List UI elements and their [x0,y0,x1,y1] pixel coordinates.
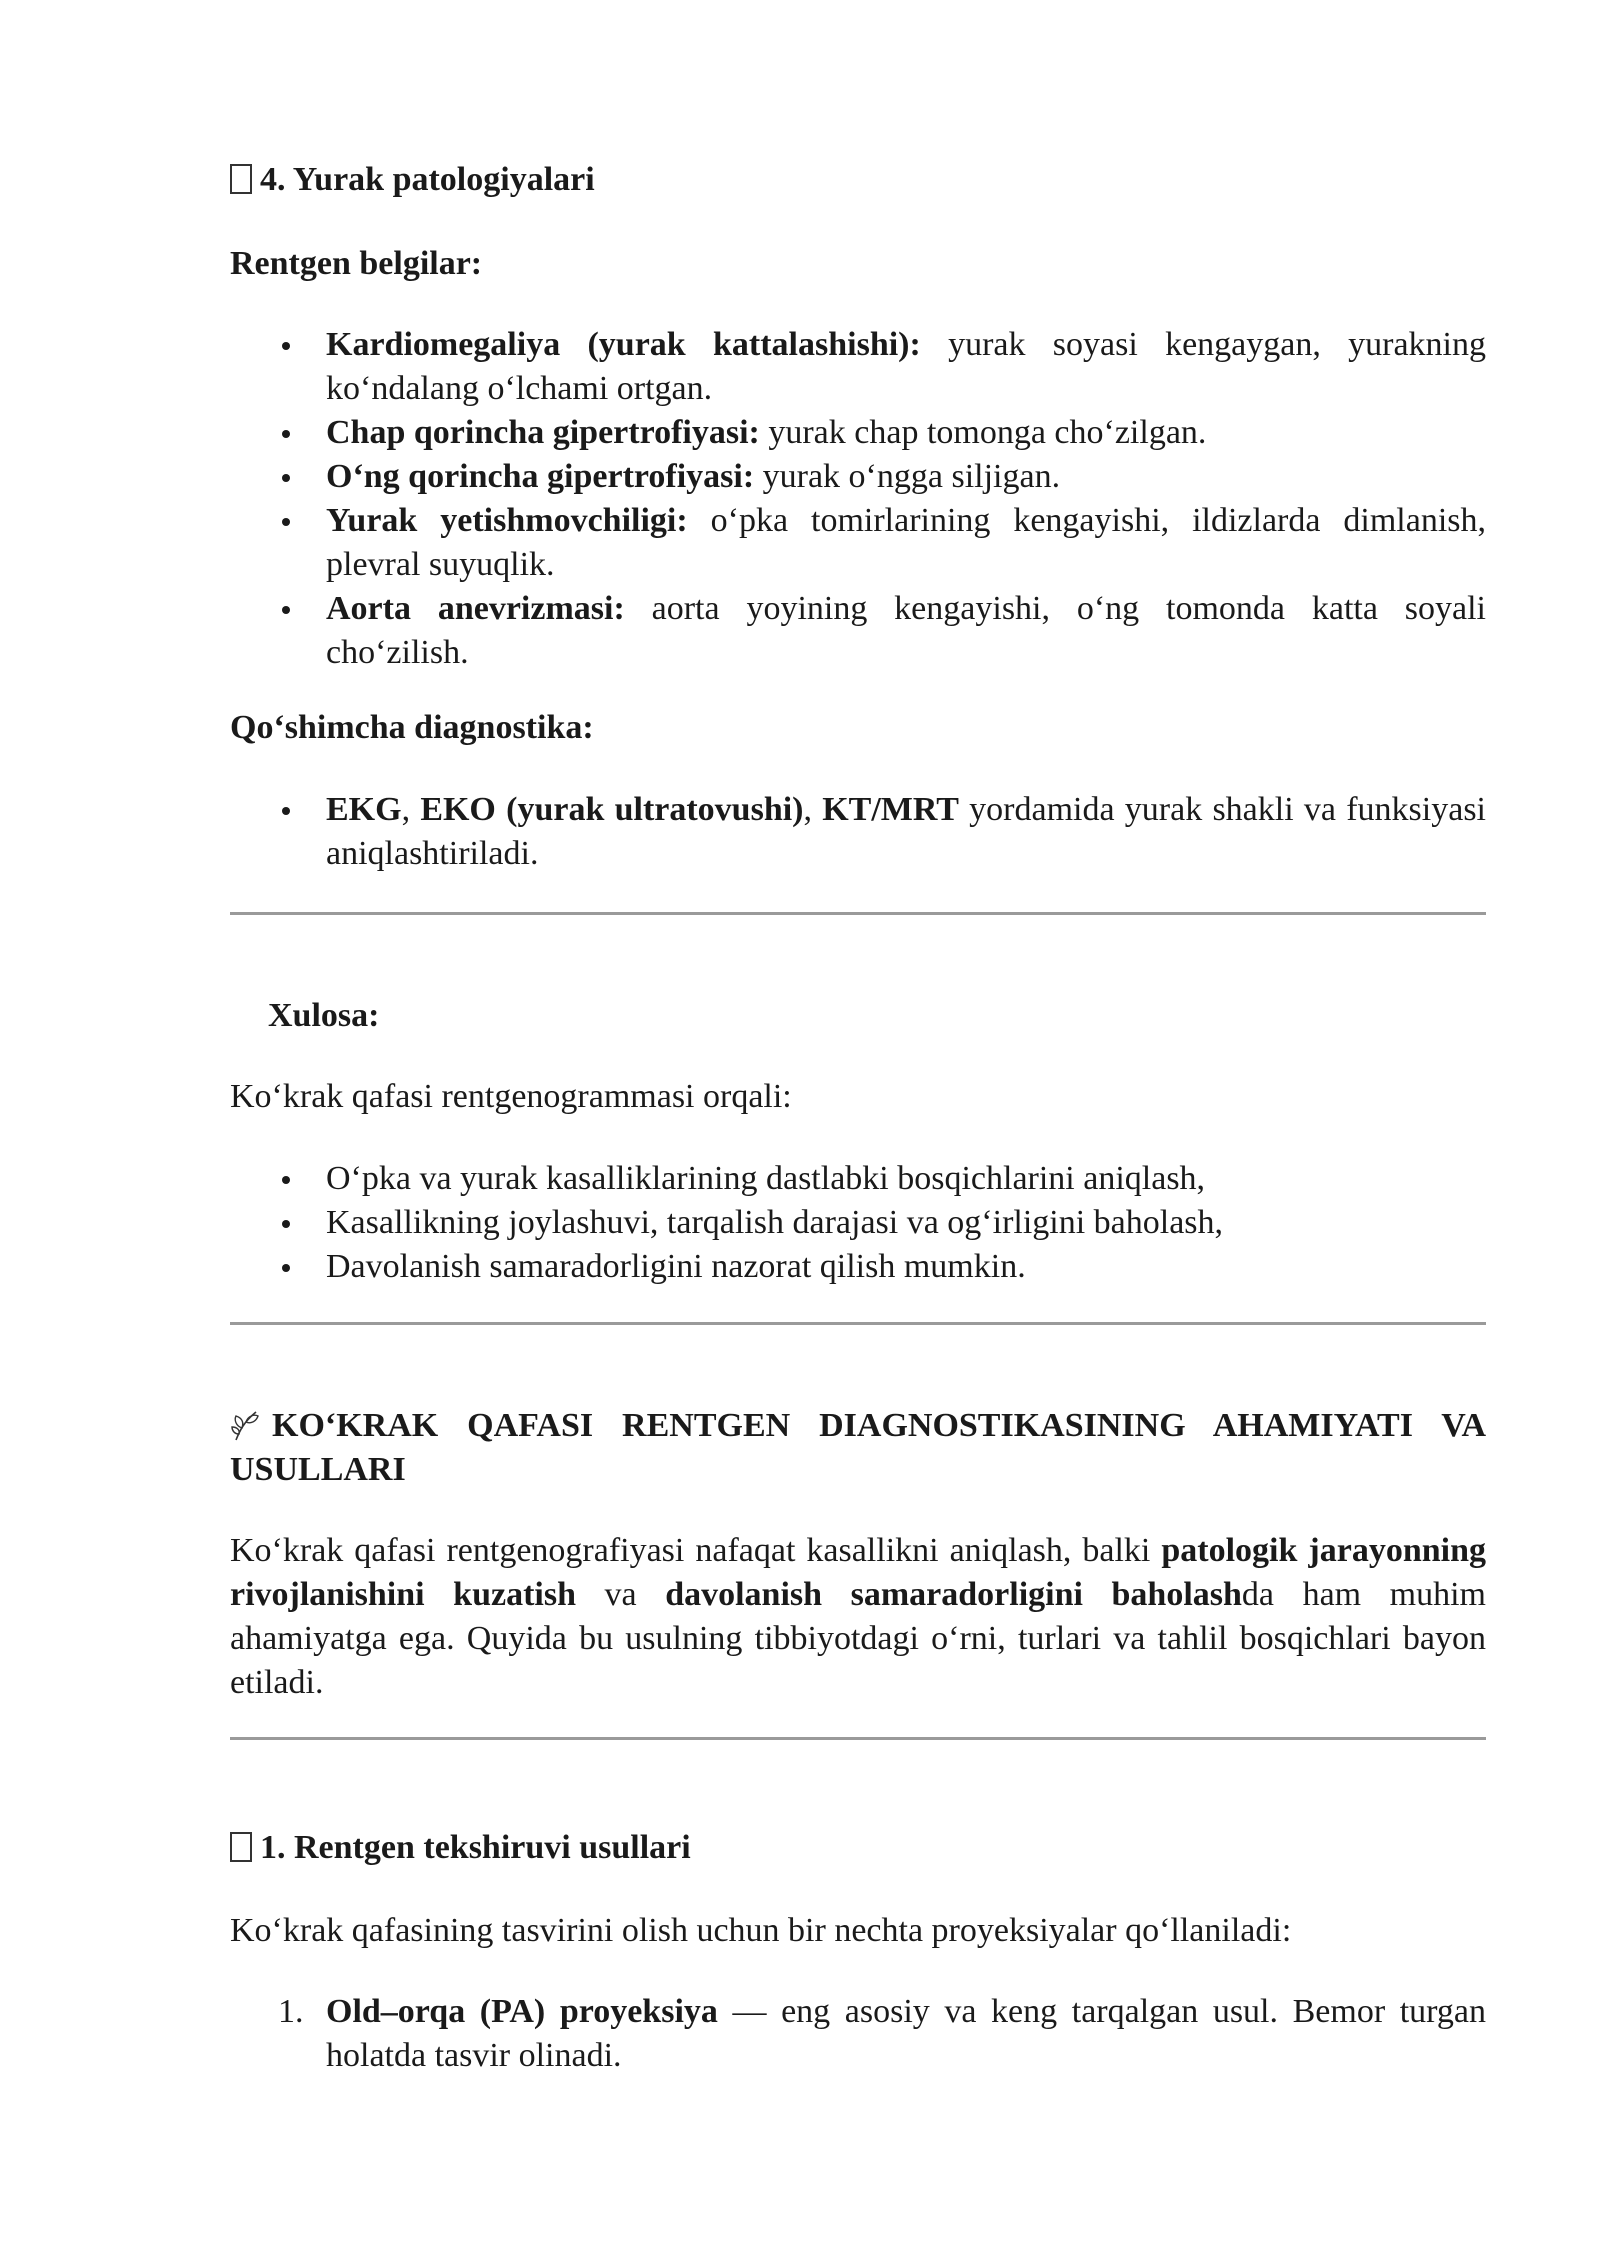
horizontal-rule [230,912,1486,915]
item-separator: , [401,791,421,828]
conclusion-title: Xulosa: [268,997,380,1034]
conclusion-heading [230,994,1486,1038]
item-text: yordamida yurak shakli va funksiyasi aniqlashtiriladi. [326,791,1486,872]
list-item [230,587,1486,675]
missing-glyph-icon [230,164,252,194]
conclusion-intro [230,1075,1486,1119]
importance-heading [230,1404,1486,1492]
conclusion-list [230,1157,1486,1289]
section-4-title: 4. Yurak patologiyalari [260,161,595,198]
missing-glyph-icon [230,1832,252,1862]
paragraph-emphasis: patologik jarayonning rivojlanishini kuzatish [230,1532,1486,1613]
methods-intro-text: Ko‘krak qafasining tasvirini olish uchun bir nechta proyeksiyalar qo‘llaniladi: [230,1912,1292,1949]
paragraph-emphasis: davolanish samaradorligini baholash [665,1576,1242,1613]
item-text: o‘pka tomirlarining kengayishi, ildizlarda dimlanish, plevral suyuqlik. [326,502,1486,583]
qoshimcha-label [230,706,1486,750]
methods-title: 1. Rentgen tekshiruvi usullari [260,1829,691,1866]
importance-title: KO‘KRAK QAFASI RENTGEN DIAGNOSTIKASINING AHAMIYATI VA USULLARI [230,1407,1486,1488]
list-item: O‘pka va yurak kasalliklarining dastlabki bosqichlarini aniqlash, [230,1157,1486,1201]
section-4-heading [230,158,1486,202]
item-text: — eng asosiy va keng tarqalgan usul. Bemor turgan holatda tasvir olinadi. [326,1993,1486,2074]
item-term: KT/MRT [822,791,959,828]
methods-list [230,1990,1486,2078]
list-item [230,323,1486,411]
conclusion-intro-text: Ko‘krak qafasi rentgenogrammasi orqali: [230,1078,792,1115]
list-item: Davolanish samaradorligini nazorat qilish mumkin. [230,1245,1486,1289]
item-term: Aorta anevrizmasi: [326,590,625,627]
item-term: O‘ng qorincha gipertrofiyasi: [326,458,755,495]
importance-paragraph [230,1529,1486,1705]
paragraph-text: da ham muhim ahamiyatga ega. Quyida bu usulning tibbiyotdagi o‘rni, turlari va tahlil bosqichlari bayon etiladi. [230,1576,1487,1701]
qoshimcha-list [230,788,1486,876]
horizontal-rule [230,1737,1486,1740]
list-item [230,411,1486,455]
list-item [230,788,1486,876]
herb-icon [230,1408,262,1442]
list-item [230,1990,1486,2078]
list-item [230,499,1486,587]
rentgen-belgilar-list [230,323,1486,675]
item-term: Chap qorincha gipertrofiyasi: [326,414,760,451]
item-term: Old–orqa (PA) proyeksiya [326,1993,718,2030]
item-term: Kardiomegaliya (yurak kattalashishi): [326,326,921,363]
item-term: EKO (yurak ultratovushi) [420,791,804,828]
methods-heading [230,1826,1486,1870]
item-separator: , [803,791,823,828]
list-item [230,455,1486,499]
paragraph-text: va [575,1576,666,1613]
rentgen-belgilar-text: Rentgen belgilar: [230,245,483,282]
rentgen-belgilar-label [230,242,1486,286]
item-term: Yurak yetishmovchiligi: [326,502,688,539]
paragraph-text: Ko‘krak qafasi rentgenografiyasi nafaqat kasallikni aniqlash, balki [230,1532,1162,1569]
item-text: aorta yoyining kengayishi, o‘ng tomonda katta soyali cho‘zilish. [326,590,1486,671]
item-text: yurak o‘ngga siljigan. [754,458,1061,495]
list-item: Kasallikning joylashuvi, tarqalish darajasi va og‘irligini baholash, [230,1201,1486,1245]
item-text: yurak chap tomonga cho‘zilgan. [759,414,1207,451]
item-text: yurak soyasi kengaygan, yurakning ko‘ndalang o‘lchami ortgan. [326,326,1487,407]
methods-intro [230,1909,1486,1953]
item-number: 1. [278,1993,304,2030]
item-term: EKG [326,791,402,828]
qoshimcha-text: Qo‘shimcha diagnostika: [230,709,594,746]
horizontal-rule [230,1322,1486,1325]
